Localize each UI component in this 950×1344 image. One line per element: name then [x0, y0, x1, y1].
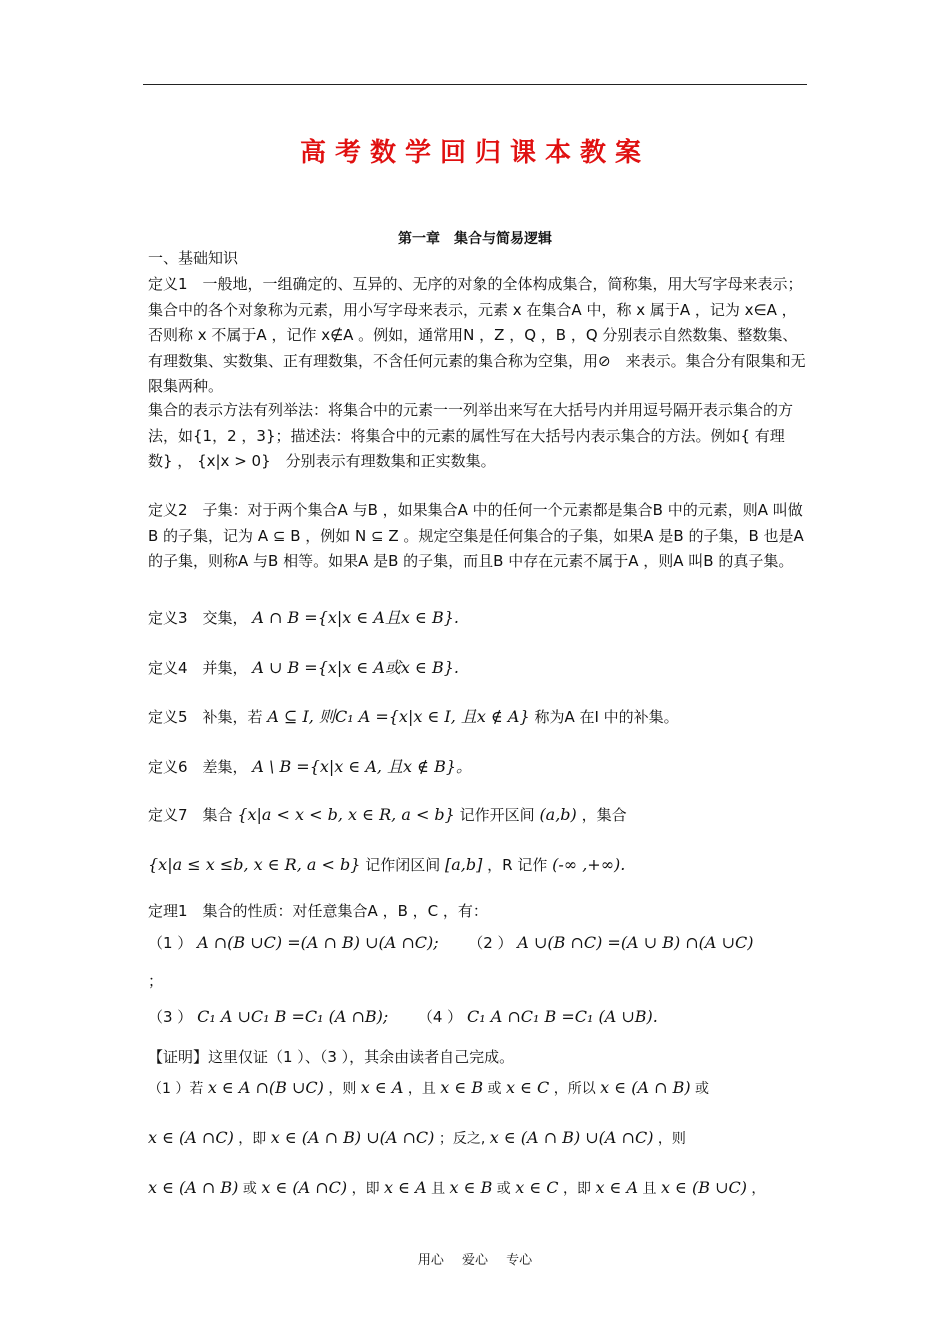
header-rule: [143, 84, 807, 85]
definition-1: 定义1 一般地，一组确定的、互异的、无序的对象的全体构成集合，简称集，用大写字母来表示；集合中的各个对象称为元素，用小写字母来表示，元素 x 在集合A 中，称 x 属于A ，记为 x∈A ，否则称 x 不属于A ，记作 x∉A 。例如，通常用N ，Z ，Q ，B ，Q 分别表示自然数集、整数集、有理数集、实数集、正有理数集，不含任何元素的集合称为空集，用⊘ 来表示。集合分有限集和无限集两种。: [148, 275, 806, 395]
proof-formula: x ∈ A: [384, 1178, 427, 1197]
def6-formula: A \ B ={x|x ∈ A, 且x ∉ B}。: [252, 757, 473, 776]
page-title: 高考数学回归课本教案: [299, 138, 650, 168]
proof-text: 且: [431, 1181, 446, 1197]
theorem-1: 定理1 集合的性质：对任意集合A ，B ，C ，有：: [148, 902, 488, 920]
def7-text2: ，集合: [581, 806, 627, 824]
p4-formula: C₁ A ∩C₁ B =C₁ (A ∪B).: [466, 1007, 658, 1026]
proof-formula: x ∈ B: [449, 1178, 493, 1197]
proof-formula: x ∈ (A ∩C): [148, 1128, 234, 1147]
real-line-interval: (-∞ ,+∞).: [552, 855, 626, 874]
def5-formula: A ⊆ I, 则C₁ A ={x|x ∈ I, 且x ∉ A}: [267, 707, 530, 726]
semicolon: ；: [148, 972, 164, 990]
proof-text: ，则: [657, 1131, 686, 1147]
proof-text: 且: [642, 1181, 657, 1197]
proof-line-2: [148, 1128, 686, 1148]
def5-label: 定义5 补集，若: [148, 708, 263, 726]
proof-line-1: [148, 1078, 709, 1098]
closed-interval: [a,b]: [445, 855, 483, 874]
def7-label: 定义7 集合: [148, 806, 233, 824]
proof-text: ，即: [351, 1181, 380, 1197]
proof-formula: x ∈ A: [595, 1178, 639, 1197]
page-footer: 用心 爱心 专心: [417, 1253, 533, 1268]
definition-3: [148, 605, 459, 628]
definition-2: 定义2 子集：对于两个集合A 与B ，如果集合A 中的任何一个元素都是集合B 中的元素，则A 叫做B 的子集，记为 A ⊆ B ，例如 N ⊆ Z 。规定空集是任何集合的子集，如果A 是B 的子集，B 也是A 的子集，则称A 与B 相等。如果A 是B 的子集，而且B 中存在元素不属于A ，则A 叫B 的真子集。: [148, 501, 804, 570]
proof-formula: x ∈ (A ∩ B): [600, 1078, 691, 1097]
def7-text1: 记作开区间: [459, 806, 535, 824]
proof-text: ，且: [407, 1081, 436, 1097]
def3-label: 定义3 交集，: [148, 609, 248, 627]
proof-text: ；反之,: [438, 1131, 486, 1147]
p4-label: （4 ）: [417, 1008, 463, 1026]
proof-formula: x ∈ (A ∩C): [261, 1178, 348, 1197]
def6-label: 定义6 差集，: [148, 758, 248, 776]
proof-formula: x ∈ C: [515, 1178, 559, 1197]
proof-intro: 【证明】这里仅证（1 ）、（3 ），其余由读者自己完成。: [148, 1048, 515, 1066]
proof-formula: x ∈ (A ∩ B) ∪(A ∩C): [489, 1128, 654, 1147]
def5-tail: 称为A 在I 中的补集。: [534, 708, 679, 726]
set-representation: 集合的表示方法有列举法：将集合中的元素一一列举出来写在大括号内并用逗号隔开表示集合的方法，如{1，2 ，3}；描述法：将集合中的元素的属性写在大括号内表示集合的方法。例如{ 有理数} ， {x|x > 0} 分别表示有理数集和正实数集。: [148, 401, 794, 470]
p2-label: （2 ）: [468, 934, 513, 952]
proof-formula: x ∈ B: [440, 1078, 484, 1097]
property-1-2: [148, 932, 753, 953]
chapter-heading: 第一章 集合与简易逻辑: [398, 231, 552, 247]
p1-label: （1 ）: [148, 934, 193, 952]
property-3-4: [148, 1006, 658, 1027]
proof-text: ，则: [328, 1081, 357, 1097]
def7b-text2: ，R 记作: [487, 856, 548, 874]
proof-text: 或: [695, 1081, 710, 1097]
closed-interval-set: {x|a ≤ x ≤b, x ∈ R, a < b}: [148, 855, 361, 874]
proof-text: ，: [751, 1181, 766, 1197]
def7b-text1: 记作闭区间: [365, 856, 441, 874]
proof-text: ，所以: [553, 1081, 596, 1097]
proof-text: ，即: [562, 1181, 591, 1197]
proof-text: ，即: [238, 1131, 267, 1147]
p3-label: （3 ）: [148, 1008, 193, 1026]
proof-line-3: [148, 1178, 765, 1198]
definition-6: [148, 754, 472, 777]
p3-formula: C₁ A ∪C₁ B =C₁ (A ∩B);: [197, 1007, 389, 1026]
proof-formula: x ∈ A: [360, 1078, 404, 1097]
proof-text: 或: [487, 1081, 502, 1097]
open-interval-set: {x|a < x < b, x ∈ R, a < b}: [237, 805, 455, 824]
proof-formula: x ∈ (A ∩ B): [148, 1178, 239, 1197]
proof-text: 或: [496, 1181, 511, 1197]
p1-formula: A ∩(B ∪C) =(A ∩ B) ∪(A ∩C);: [197, 933, 439, 952]
definition-7: [148, 804, 627, 825]
def4-label: 定义4 并集，: [148, 659, 248, 677]
def3-formula: A ∩ B ={x|x ∈ A且x ∈ B}.: [252, 608, 459, 627]
def4-formula: A ∪ B ={x|x ∈ A或x ∈ B}.: [252, 658, 459, 677]
p2-formula: A ∪(B ∩C) =(A ∪ B) ∩(A ∪C): [517, 933, 754, 952]
proof-formula: x ∈ (B ∪C): [660, 1178, 747, 1197]
proof-formula: x ∈ (A ∩ B) ∪(A ∩C): [270, 1128, 435, 1147]
proof-formula: x ∈ C: [505, 1078, 550, 1097]
proof-text: （1 ）若: [148, 1081, 204, 1097]
open-interval: (a,b): [539, 805, 577, 824]
proof-text: 或: [242, 1181, 257, 1197]
definition-5: [148, 704, 679, 727]
proof-formula: x ∈ A ∩(B ∪C): [207, 1078, 324, 1097]
definition-4: [148, 655, 459, 678]
definition-7-cont: [148, 854, 625, 875]
section-heading: 一、基础知识: [148, 249, 239, 267]
